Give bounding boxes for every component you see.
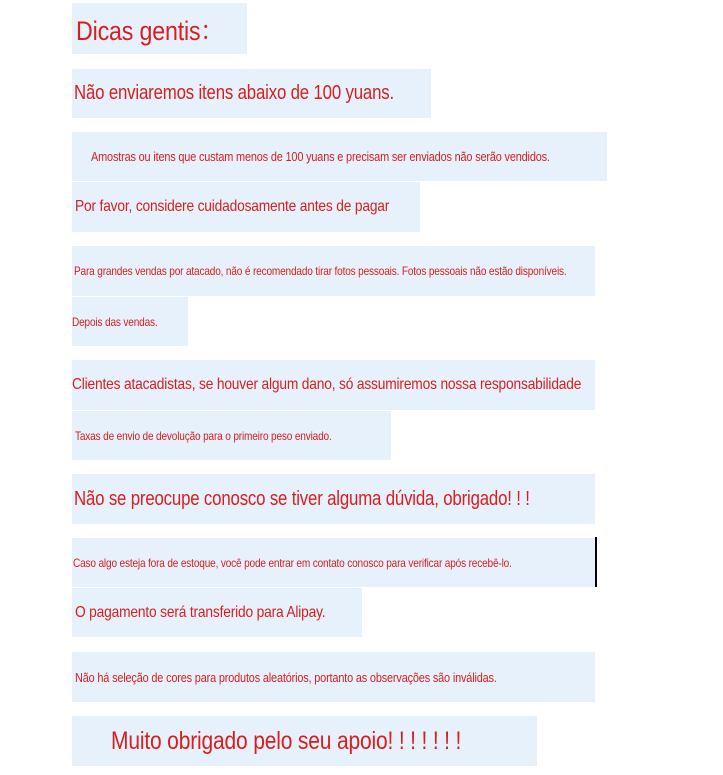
title-box [72, 3, 247, 54]
notice-line-4: Para grandes vendas por atacado, não é recomendado tirar fotos pessoais. Fotos pessoais não estão disponíveis. [74, 264, 567, 278]
notice-box-2 [72, 132, 607, 181]
notice-box-12 [72, 716, 537, 766]
notice-line-1: Não enviaremos itens abaixo de 100 yuans. [74, 82, 394, 104]
notice-line-10: O pagamento será transferido para Alipay. [75, 603, 326, 621]
page-title: Dicas gentis： [76, 16, 224, 46]
notice-line-2: Amostras ou itens que custam menos de 100 yuans e precisam ser enviados não serão vendidos. [91, 149, 550, 164]
notice-line-6: Clientes atacadistas, se houver algum dano, só assumiremos nossa responsabilidade [72, 376, 582, 393]
notice-box-4 [72, 246, 595, 296]
notice-box-8 [72, 474, 595, 524]
notice-box-11 [72, 652, 595, 702]
notice-box-5 [72, 297, 188, 346]
notice-line-9: Caso algo esteja fora de estoque, você pode entrar em contato conosco para verificar após recebê-lo. [73, 555, 512, 570]
notice-box-10 [72, 588, 362, 637]
notice-box-9 [72, 538, 595, 587]
notice-line-5: Depois das vendas. [72, 314, 158, 329]
notice-line-3: Por favor, considere cuidadosamente antes de pagar [75, 198, 390, 215]
notice-line-8: Não se preocupe conosco se tiver alguma dúvida, obrigado! ! ! [74, 487, 530, 510]
notice-box-6 [72, 360, 595, 410]
notice-box-3 [72, 182, 420, 232]
notice-line-7: Taxas de envio de devolução para o primeiro peso enviado. [75, 428, 332, 443]
notice-box-1 [72, 69, 431, 118]
notice-line-12: Muito obrigado pelo seu apoio! ! ! ! ! ! ! [111, 726, 462, 755]
notice-box-7 [72, 411, 391, 460]
notice-line-11: Não há seleção de cores para produtos aleatórios, portanto as observações são inválidas. [75, 669, 497, 685]
text-cursor [595, 537, 597, 587]
